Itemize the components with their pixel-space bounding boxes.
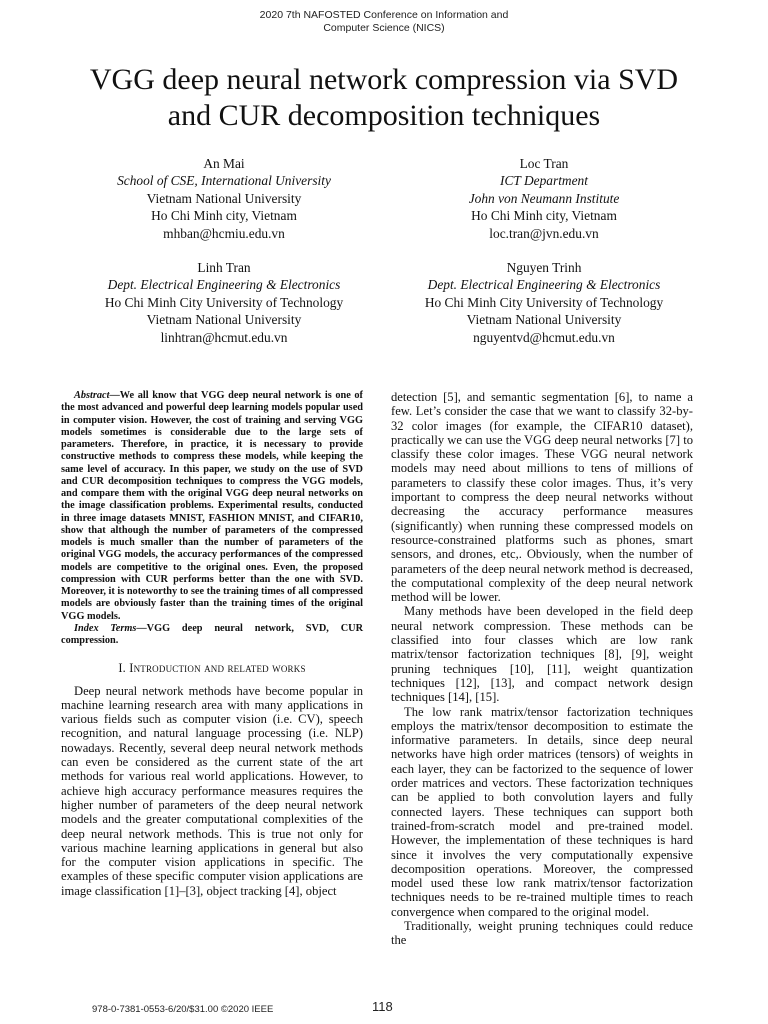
section-heading bbox=[61, 661, 363, 675]
title-line-1: VGG deep neural network compression via SVD bbox=[89, 63, 679, 96]
conference-line-2: Computer Science (NICS) bbox=[323, 22, 445, 34]
page-number: 118 bbox=[372, 999, 393, 1014]
author-affiliation: School of CSE, International University bbox=[117, 173, 331, 189]
paragraph: Many methods have been developed in the field deep neural network compression. These methods can be classified into four classes which are low rank matrix/tensor factorization techniques [8], [9], weight pruning techniques [10], [11], weight quantization techniques [12], [13], and compact network design techniques [14], [15]. bbox=[391, 604, 693, 705]
left-column bbox=[61, 390, 363, 898]
author-city: Vietnam National University bbox=[466, 312, 622, 328]
author-block-4 bbox=[384, 259, 704, 346]
author-org: Vietnam National University bbox=[146, 190, 302, 206]
author-affiliation: Dept. Electrical Engineering & Electronics bbox=[107, 277, 341, 293]
author-email: linhtran@hcmut.edu.vn bbox=[160, 329, 288, 345]
title-line-2: and CUR decomposition techniques bbox=[167, 99, 601, 132]
author-affiliation: ICT Department bbox=[500, 173, 588, 189]
right-column bbox=[391, 390, 693, 948]
paragraph: Traditionally, weight pruning techniques could reduce the bbox=[391, 918, 693, 948]
author-name: Linh Tran bbox=[197, 260, 251, 275]
paragraph: The low rank matrix/tensor factorization techniques employs the matrix/tensor decomposition to estimate the informative parameters. In details, since deep neural networks have high order matrices (tensors) of weights in each layer, they can be factorized to the sequence of lower order matrices and vectors. These factorization techniques can be applied to both convolution layers and fully connected layers. These techniques can support both trained-from-scratch model and pre-trained model. However, the implementation of these techniques is hard since it involves the very computationally expensive decomposition operations. Moreover, the compressed model used these low rank matrix/tensor factorization techniques needs to be re-trained multiple times to reach convergence when compared to the original model. bbox=[391, 704, 693, 919]
index-terms-text: —VGG deep neural network, SVD, CUR compression. bbox=[61, 622, 364, 646]
author-email: mhban@hcmiu.edu.vn bbox=[163, 225, 285, 241]
author-org: John von Neumann Institute bbox=[468, 190, 620, 206]
author-block-1 bbox=[64, 155, 384, 242]
abstract-text: —We all know that VGG deep neural network is one of the most advanced and powerful deep learning models popular used in computer vision. However, the cost of training and serving VGG models sometimes is considerable due to the large sets of parameters. Therefore, in practice, it is necessary to provide constructive methods to compress these models, while keeping the same level of accuracy. In this paper, we study on the use of SVD and CUR decomposition techniques to compress the VGG models, and compare them with the original VGG deep neural networks on the image classification problems. Experimental results, conducted in three image datasets MNIST, FASHION MNIST, and CIFAR10, show that although the number of parameters of the compressed models is much smaller than the number of parameters of the original VGG models, the accuracy performances of the compressed models are competitive to the original ones. Even, the proposed compression with CUR performs better than the one with SVD. Moreover, it is noteworthy to see the training times of all compressed models are obviously faster than the training times of the original VGG models. bbox=[61, 390, 363, 622]
paper-title bbox=[40, 62, 728, 134]
isbn-copyright: 978-0-7381-0553-6/20/$31.00 ©2020 IEEE bbox=[92, 1004, 274, 1015]
conference-header bbox=[0, 9, 768, 35]
author-email: loc.tran@jvn.edu.vn bbox=[489, 225, 599, 241]
author-email: nguyentvd@hcmut.edu.vn bbox=[473, 329, 615, 345]
author-city: Ho Chi Minh city, Vietnam bbox=[471, 208, 617, 224]
paragraph: detection [5], and semantic segmentation [6], to name a few. Let’s consider the case that we want to classify 32-by-32 color images (for example, the CIFAR10 dataset), practically we can use the VGG deep neural networks [7] to classify these color images. These VGG neural network models may need about millions to tens of millions of parameters to classify these color images. Thus, it’s very important to compress the deep neural networks without decreasing the accuracy performance measures (significantly) when running these compressed models on resource-constrained platforms such as phones, smart sensors, and drones, etc,. Obviously, when the number of parameters of the deep neural network method is decreased, the computational complexity of the deep neural network method will be lower. bbox=[391, 390, 693, 605]
author-name: An Mai bbox=[203, 156, 245, 171]
author-name: Nguyen Trinh bbox=[506, 260, 582, 275]
author-city: Vietnam National University bbox=[146, 312, 302, 328]
author-affiliation: Dept. Electrical Engineering & Electronics bbox=[427, 277, 661, 293]
author-org: Ho Chi Minh City University of Technology bbox=[104, 294, 344, 310]
author-block-2 bbox=[384, 155, 704, 242]
section-number: I. bbox=[118, 661, 130, 676]
index-terms-label: Index Terms bbox=[74, 622, 137, 634]
paragraph: Deep neural network methods have become popular in machine learning research area with many applications in various fields such as computer vision (i.e. CV), speech recognition, and natural language processing (i.e. NLP) nowadays. Recently, several deep neural network methods can even be considered as the current state of the art methods for various real world applications. However, to achieve high accuracy performance measures requires the higher number of parameters of the deep neural network models and the greater computational complexities of the deep neural network methods. This is true not only for various machine learning applications in general but also for the computer vision applications in specific. The examples of these specific computer vision applications are image classification [1]–[3], object tracking [4], object bbox=[61, 683, 363, 898]
abstract bbox=[61, 390, 363, 647]
author-org: Ho Chi Minh City University of Technology bbox=[424, 294, 664, 310]
author-name: Loc Tran bbox=[519, 156, 569, 171]
abstract-label: Abstract bbox=[74, 390, 110, 401]
section-title: Introduction and related works bbox=[129, 661, 306, 676]
author-block-3 bbox=[64, 259, 384, 346]
conference-line-1: 2020 7th NAFOSTED Conference on Information and bbox=[259, 9, 509, 21]
author-city: Ho Chi Minh city, Vietnam bbox=[151, 208, 297, 224]
